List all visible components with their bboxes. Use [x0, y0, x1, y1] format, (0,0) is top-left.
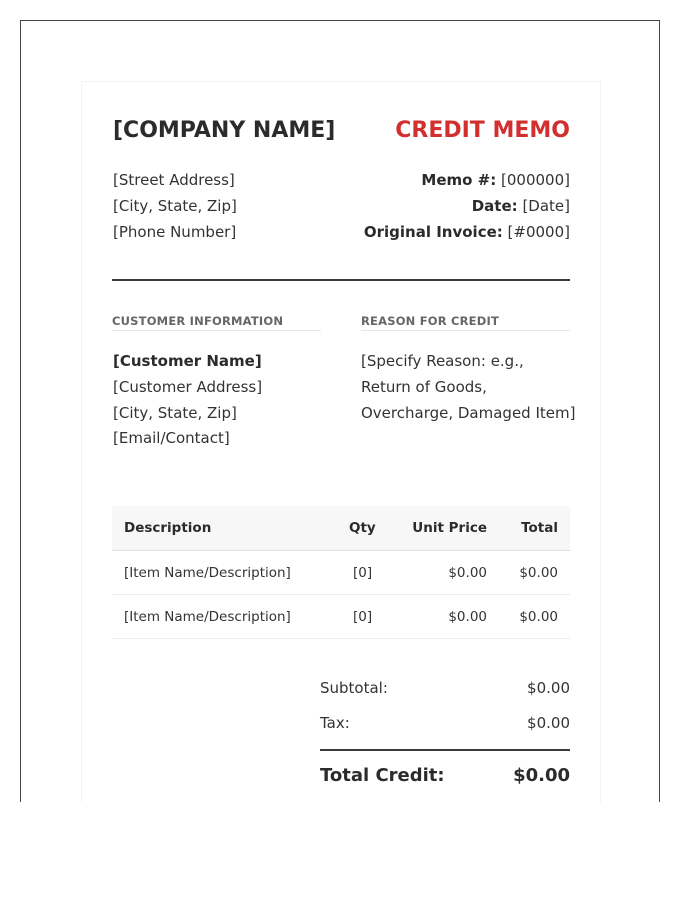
header-divider: [112, 279, 570, 281]
customer-info-heading: CUSTOMER INFORMATION: [112, 314, 284, 328]
col-qty-header: Qty: [349, 520, 376, 536]
subtotal-value: $0.00: [527, 679, 570, 697]
total-credit-label: Total Credit:: [320, 765, 445, 786]
tax-label: Tax:: [320, 714, 350, 732]
company-city: [City, State, Zip]: [113, 197, 237, 215]
subtotal-label: Subtotal:: [320, 679, 388, 697]
col-unit-price-header: Unit Price: [412, 520, 487, 536]
reason-heading: REASON FOR CREDIT: [361, 314, 500, 328]
customer-name: [Customer Name]: [113, 352, 262, 370]
original-invoice-value: [#0000]: [507, 223, 570, 241]
company-street: [Street Address]: [113, 171, 235, 189]
memo-date-label: Date:: [471, 197, 518, 215]
total-divider: [320, 749, 570, 751]
row-2-unit-price: $0.00: [448, 609, 487, 625]
customer-info-underline: [112, 330, 321, 331]
row-1-unit-price: $0.00: [448, 565, 487, 581]
row-2-divider: [112, 638, 570, 639]
row-1-divider: [112, 594, 570, 595]
tax-value: $0.00: [527, 714, 570, 732]
memo-title: CREDIT MEMO: [395, 118, 570, 143]
row-2-total: $0.00: [519, 609, 558, 625]
col-description-header: Description: [124, 520, 212, 536]
customer-address: [Customer Address]: [113, 378, 263, 396]
col-total-header: Total: [521, 520, 558, 536]
memo-number-label: Memo #:: [421, 171, 497, 189]
reason-text: [Specify Reason: e.g., Return of Goods, Overcharge, Damaged Item]: [361, 352, 576, 422]
original-invoice-label: Original Invoice:: [363, 223, 503, 241]
total-credit-value: $0.00: [513, 765, 570, 786]
row-2-qty: [0]: [353, 609, 373, 625]
row-1-qty: [0]: [353, 565, 373, 581]
reason-underline: [361, 330, 570, 331]
customer-city: [City, State, Zip]: [113, 404, 237, 422]
row-1-description: [Item Name/Description]: [124, 565, 291, 581]
company-name: [COMPANY NAME]: [113, 118, 336, 143]
memo-date-line: [472, 197, 570, 215]
memo-number-line: [421, 171, 570, 189]
original-invoice-line: [364, 223, 570, 241]
memo-number-value: [000000]: [501, 171, 570, 189]
row-2-description: [Item Name/Description]: [124, 609, 291, 625]
row-1-total: $0.00: [519, 565, 558, 581]
memo-date-value: [Date]: [522, 197, 570, 215]
company-phone: [Phone Number]: [113, 223, 237, 241]
customer-contact: [Email/Contact]: [113, 429, 230, 447]
